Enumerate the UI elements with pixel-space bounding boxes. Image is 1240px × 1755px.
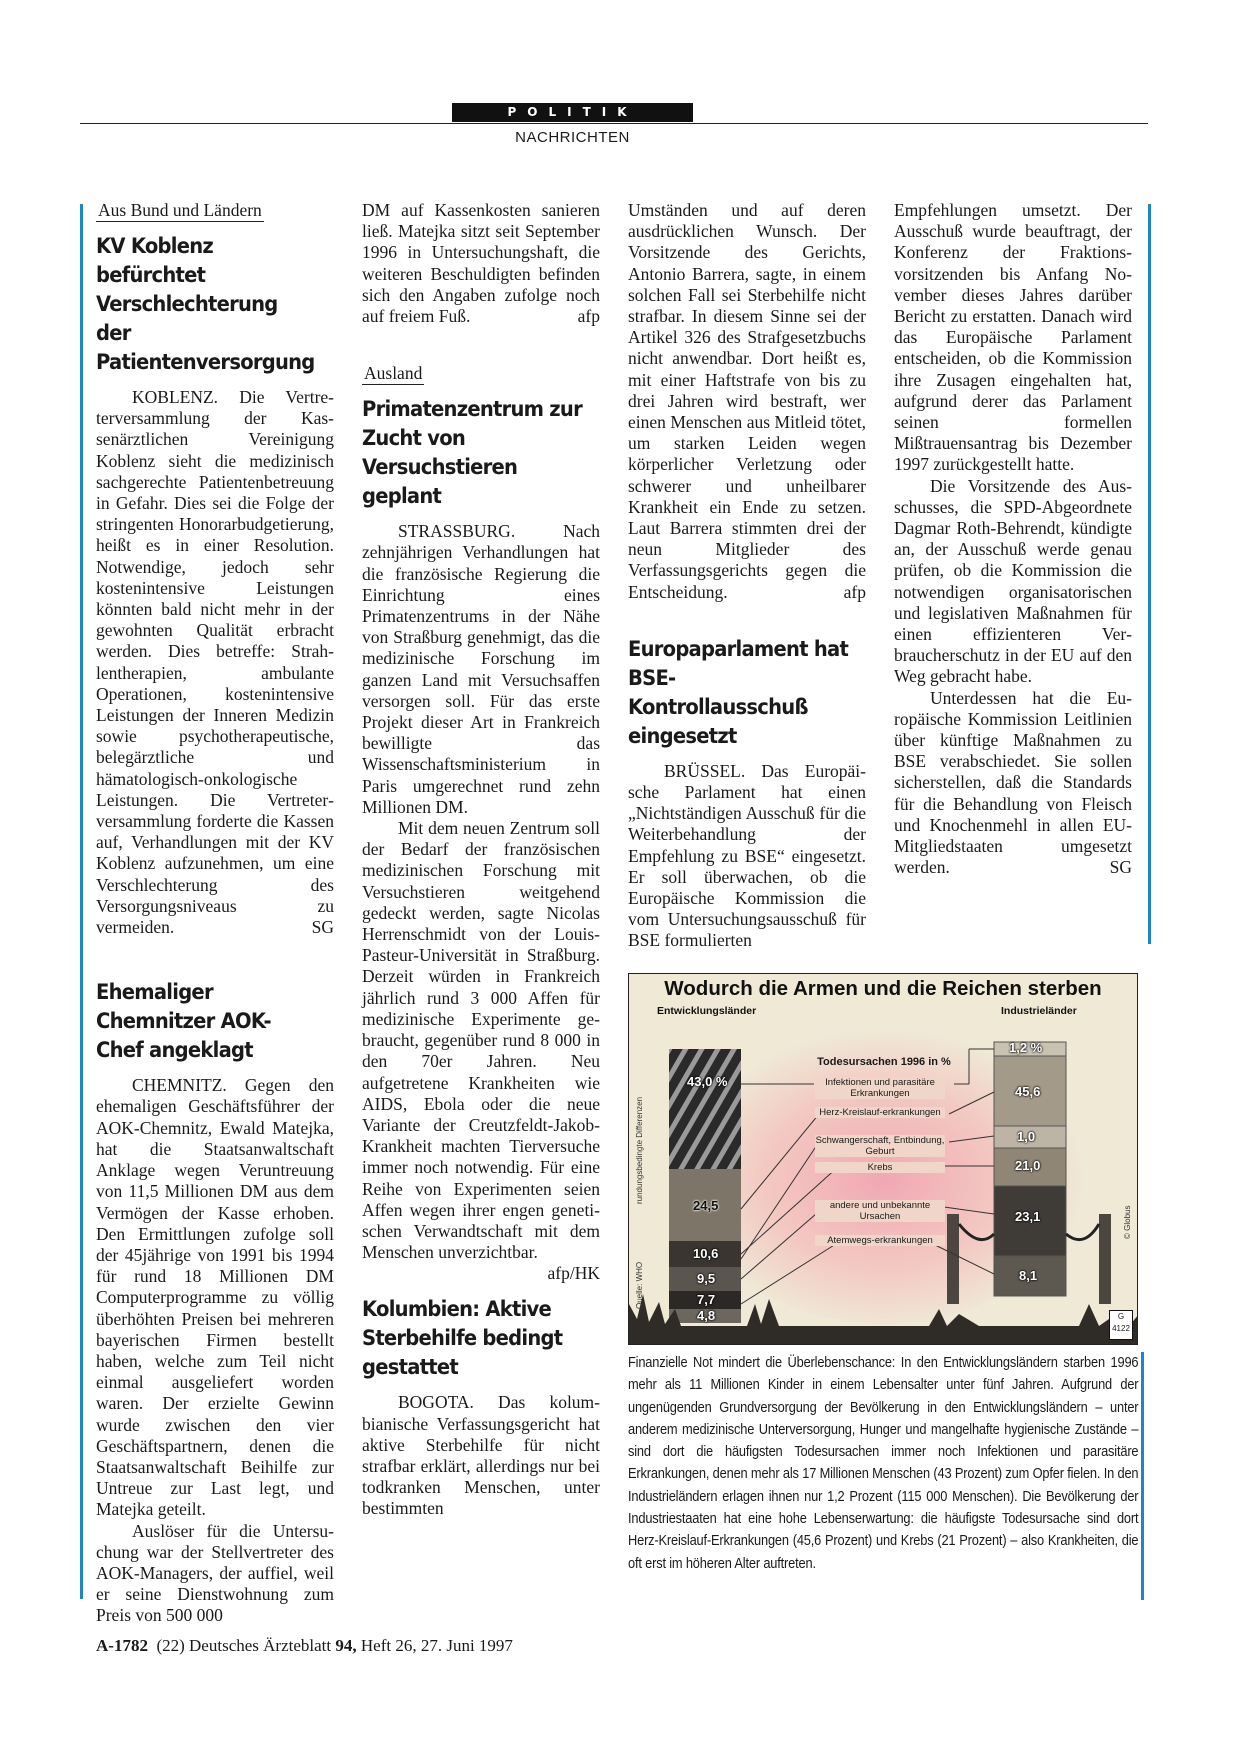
- article-headline: KV Koblenz befürchtet Verschlechterung der Patientenversorgung: [96, 234, 315, 374]
- author-signature: SG: [311, 917, 334, 938]
- cause-label-cancer: Krebs: [815, 1162, 945, 1173]
- right-value-maternal: 1,0: [1017, 1129, 1036, 1144]
- spacer: [362, 327, 600, 363]
- right-group-label: Industrieländer: [1001, 1005, 1077, 1017]
- right-value-other: 23,1: [1015, 1209, 1041, 1224]
- author-signature: afp: [577, 306, 600, 327]
- section-rubric: POLITIK: [452, 103, 693, 122]
- right-value-cancer: 21,0: [1015, 1158, 1041, 1173]
- column-1: [96, 200, 334, 1627]
- rubric-label: Ausland: [364, 363, 423, 384]
- right-value-respiratory: 8,1: [1019, 1268, 1038, 1283]
- page-number: A-1782: [96, 1636, 148, 1655]
- article-paragraph: Empfehlungen umsetzt. Der Ausschuß wurde beauftragt, der Konferenz der Fraktionsvorsitzenden bis Anfang November dieses Jahres darüber Bericht zu erstatten. Danach wird das Europäische Parlament entscheiden, ob die Kommission ihre Zusagen eingehalten hat, aufgrund derer das Parlament seinen formellen Mißtrauensantrag bis Dezember 1997 zurückgestellt hatte.: [894, 200, 1132, 475]
- page-sequence: (22): [156, 1636, 185, 1655]
- article-headline: Kolumbien: Aktive Sterbehilfe bedingt gestattet: [362, 1297, 563, 1380]
- article-headline: Ehemaliger Chemnitzer AOK-Chef angeklagt: [96, 980, 271, 1063]
- globus-logo: G 4122: [1109, 1310, 1133, 1340]
- cause-label-respiratory: Atemwegs-erkrankungen: [815, 1235, 945, 1246]
- fence-post-right: [1099, 1214, 1111, 1304]
- right-value-cardio: 45,6: [1015, 1084, 1041, 1099]
- logo-number: 4122: [1112, 1324, 1130, 1333]
- article-paragraph: Unterdessen hat die Europäische Kommission Leitlinien über künftige Maßnahmen zu BSE verabschiedet. Sie sollen sicherstellen, daß die Standards für die Behandlung von Fleisch und Knochenmehl in allen EU-Mitgliedstaaten umgesetzt werden. SG: [894, 687, 1132, 878]
- cause-label-cardio: Herz-Kreislauf-erkrankungen: [815, 1107, 945, 1118]
- spacer: [628, 603, 866, 631]
- left-group-label: Entwicklungsländer: [657, 1005, 757, 1017]
- journal-volume: 94,: [335, 1636, 357, 1655]
- section-subrubric: NACHRICHTEN: [515, 129, 630, 146]
- article-paragraph: DM auf Kassenkosten sanieren ließ. Matejka sitzt seit September 1996 in Untersuchungshaft, die weiteren Beschuldigten befinden sich den Angaben zufolge noch auf freiem Fuß. afp: [362, 200, 600, 327]
- journal-issue: Heft 26, 27. Juni 1997: [360, 1636, 513, 1655]
- cause-label-maternal: Schwangerschaft, Entbindung, Geburt: [815, 1135, 945, 1157]
- cause-label-infections: Infektionen und parasitäre Erkrankungen: [815, 1077, 945, 1099]
- left-value-infections: 43,0 %: [687, 1074, 728, 1089]
- article-paragraph: Auslöser für die Untersuchung war der Stellvertreter des AOK-Managers, der auffiel, weil er seine Dienstwohnung zum Preis von 500 000: [96, 1520, 334, 1626]
- article-headline: Primatenzentrum zur Zucht von Versuchstieren geplant: [362, 397, 582, 509]
- left-segment-infections: [669, 1049, 741, 1169]
- left-value-maternal: 4,8: [697, 1308, 716, 1323]
- article-paragraph: STRASSBURG. Nach zehnjährigen Verhandlungen hat die französische Regierung die Einrichtung eines Primatenzentrums in der Nähe von Straßburg genehmigt, das die medizinische Forschung im ganzen Land mit Versuchsaffen versorgen soll. Für das erste Projekt dieser Art in Frankreich bewilligte das Wissenschaftsministerium in Paris umgerechnet rund zehn Millionen DM.: [362, 521, 600, 817]
- side-note: rundungsbedingte Differenzen: [635, 1096, 644, 1204]
- article-paragraph: KOBLENZ. Die Vertreterversammlung der Kassenärztlichen Vereinigung Koblenz sieht die medizinisch sachgerechte Patientenbetreuung in Gefahr. Dies sei die Folge der stringenten Honorarbudgetierung, heißt es in einer Resolution. Notwendige, jedoch sehr kostenintensive Leistungen könnten bald nicht mehr in der gewohnten Qualität erbracht werden. Dies betreffe: Strahlentherapien, ambulante Operationen, kostenintensive Leistungen der Inneren Medizin sowie psychotherapeutische, belegärztliche und hämatologisch-onkologische Leistungen. Die Vertreterversammlung forderte die Kassen auf, Verhandlungen mit der KV Koblenz aufzunehmen, um eine Verschlechterung des Versorgungsniveaus zu vermeiden. SG: [96, 387, 334, 938]
- cause-label-other: andere und unbekannte Ursachen: [815, 1200, 945, 1222]
- column-2: [362, 200, 600, 1520]
- spacer: [96, 938, 334, 974]
- caption-blue-rule: [1141, 1352, 1144, 1600]
- article-paragraph: Die Vorsitzende des Ausschusses, die SPD-Abgeordnete Dagmar Roth-Behrendt, kündigte an, der Ausschuß werde genau prüfen, ob die Kommission die notwendigen organisatorischen und legislativen Maßnahmen für einen effizienteren Verbraucherschutz in der EU auf den Weg gebracht habe.: [894, 475, 1132, 687]
- fence-post-left: [947, 1214, 959, 1304]
- left-value-cancer: 10,6: [693, 1246, 719, 1261]
- article-paragraph: BRÜSSEL. Das Europäische Parlament hat einen „Nichtständigen Ausschuß für die Weiterbehandlung der Empfehlung zu BSE“ eingesetzt. Er soll überwachen, ob die Europäische Kommission die vom Untersuchungsausschuß für BSE formulierten: [628, 760, 866, 951]
- left-value-cardio: 24,5: [693, 1198, 719, 1213]
- right-value-infections: 1,2 %: [1009, 1040, 1043, 1055]
- article-paragraph: BOGOTA. Das kolumbianische Verfassungsgericht hat aktive Sterbehilfe für nicht strafbar erklärt, allerdings nur bei todkranken Menschen, unter bestimmten: [362, 1392, 600, 1519]
- left-value-other: 9,5: [697, 1271, 716, 1286]
- column-4: [894, 200, 1132, 879]
- article-paragraph: Mit dem neuen Zentrum soll der Bedarf der französischen medizinischen Forschung mit Versuchstieren weitgehend gedeckt werden, sagte Nicolas Herrenschmidt von der Louis-Pasteur-Universität in Straßburg. Derzeit würden in Frankreich jährlich rund 3 000 Affen für medizinische Experimente gebraucht, gegenüber rund 8 000 in den 70er Jahren. Neu aufgetretene Krankheiten wie AIDS, Ebola oder die neue Variante der Creutzfeldt-Jakob-Krankheit machten Tierversuche immer noch notwendig. Für eine Reihe von Experimenten seien Affen wegen ihrer engen genetischen Verwandtschaft mit dem Menschen unverzichtbar. afp/HK: [362, 818, 600, 1284]
- author-signature: afp/HK: [547, 1263, 600, 1284]
- legend-title: Todesursachen 1996 in %: [817, 1056, 951, 1068]
- author-signature: afp: [843, 581, 866, 602]
- author-signature: SG: [1109, 857, 1132, 878]
- credit-note: © Globus: [1123, 1205, 1132, 1239]
- article-paragraph: Umständen und auf deren ausdrücklichen Wunsch. Der Vorsitzende des Gerichts, Antonio Barrera, sagte, in einem solchen Fall sei Sterbehilfe nicht strafbar. In diesem Sinne sei der Artikel 326 des Strafgesetzbuchs nicht anwendbar. Dort heißt es, mit einer Haftstrafe von bis zu drei Jahren wird bestraft, wer einen Menschen aus Mitleid tötet, um starken Leiden wegen körperlicher Verletzung oder schwerer und unheilbarer Krankheit ein Ende zu setzen. Laut Barrera stimmten drei der neun Mitglieder des Verfassungsgerichts gegen die Entscheidung. afp: [628, 200, 866, 602]
- page-footer: [96, 1636, 513, 1656]
- infographic-caption: Finanzielle Not mindert die Überlebenschance: In den Entwicklungsländern starben 1996 mehr als 11 Millionen Kinder in einem Lebensalter unter fünf Jahren. Aufgrund der ungenügenden Grundversorgung der Bevölkerung in den Entwicklungsländern – unter anderem medizinische Unterversorgung, Hunger und mangelhafte hygienische Zustände – sind dort die häufigsten Todesursachen immer noch Infektionen und parasitäre Erkrankungen, denen mehr als 17 Millionen Menschen (43 Prozent) zum Opfer fielen. In den Industrieländern erlagen ihnen nur 1,2 Prozent (115 000 Menschen). Die Bevölkerung der Industriestaaten hat eine hohe Lebenserwartung: die häufigste Todesursache sind dort Herz-Kreislauf-Erkrankungen (45,6 Prozent) und Krebs (21 Prozent) – also Krankheiten, die oft erst im höheren Alter auftreten.: [628, 1355, 1139, 1572]
- article-paragraph: CHEMNITZ. Gegen den ehemaligen Geschäftsführer der AOK-Chemnitz, Ewald Matejka, hat die Staatsanwaltschaft Anklage wegen Veruntreuung von 11,5 Millionen DM aus dem Vermögen der Kasse erhoben. Den Ermittlungen zufolge soll der 45jährige von 1991 bis 1994 für rund 18 Millionen DM Computerprogramme zu völlig überhöhten Preisen bei mehreren bayerischen Firmen bestellt haben, welche zum Teil nicht einmal ausgeliefert worden waren. Der erzielte Gewinn wurde zwischen den vier Geschäftspartnern, denen die Staatsanwaltschaft Beihilfe zur Untreue zur Last legt, und Matejka geteilt.: [96, 1075, 334, 1520]
- source-note: Quelle: WHO: [635, 1261, 644, 1309]
- left-value-respiratory: 7,7: [697, 1292, 716, 1307]
- header-rule: [80, 123, 1148, 124]
- infographic: [628, 973, 1138, 1345]
- left-blue-rule: [80, 204, 83, 1599]
- infographic-artwork: [629, 974, 1138, 1345]
- chart-title: Wodurch die Armen und die Reichen sterben: [664, 977, 1102, 1000]
- article-headline: Europaparlament hat BSE-Kontrollausschuß eingesetzt: [628, 636, 849, 748]
- journal-name: Deutsches Ärzteblatt: [189, 1636, 332, 1655]
- column-3: [628, 200, 866, 952]
- right-blue-rule: [1148, 204, 1151, 944]
- rubric-label: Aus Bund und Ländern: [98, 200, 262, 220]
